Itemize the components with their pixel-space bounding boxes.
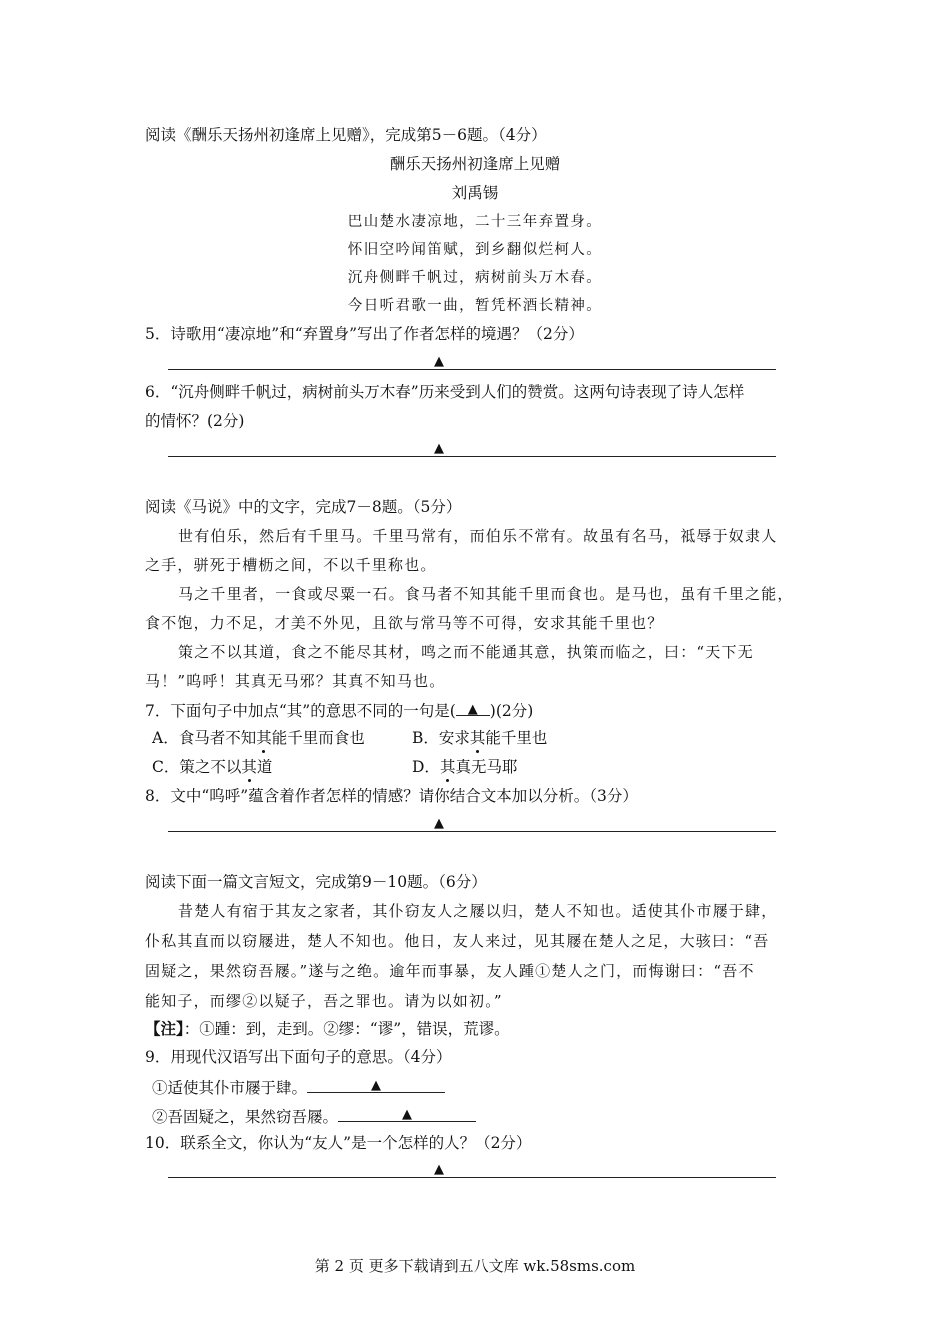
- note-label: 【注】: [145, 1019, 184, 1038]
- passage-text: 昔楚人有宿于其友之家者，其仆窃友人之屦以归，楚人不知也。适使其仆市屦于肆，: [178, 902, 778, 920]
- option-text: 道: [256, 758, 273, 776]
- poem-line: 今日听君歌一曲，暂凭杯酒长精神。: [347, 298, 603, 314]
- option-a[interactable]: [152, 727, 365, 749]
- question-9-item-2: [152, 1104, 476, 1128]
- passage-text: 仆私其直而以窃屦进，楚人不知也。他日，友人来过，见其屦在楚人之足，大骇曰：“吾: [145, 932, 770, 950]
- passage-text: 马！”呜呼！其真无马邪？其真不知马也。: [145, 672, 446, 690]
- option-text: 能千里也: [485, 729, 548, 747]
- passage-text: 之手，骈死于槽枥之间，不以千里称也。: [145, 556, 437, 574]
- option-text: B．安求: [412, 729, 470, 747]
- section3-intro: 阅读下面一篇文言短文，完成第9－10题。（6分）: [145, 873, 487, 891]
- passage-text: 马之千里者，一食或尽粟一石。食马者不知其能千里而食也。是马也，虽有千里之能，: [178, 585, 794, 603]
- answer-marker: ▲: [434, 441, 444, 456]
- section1-intro: 阅读《酬乐天扬州初逢席上见赠》，完成第5－6题。（4分）: [145, 126, 547, 144]
- poem-title: 酬乐天扬州初逢席上见赠: [389, 155, 561, 173]
- answer-blank-q7[interactable]: [456, 699, 490, 716]
- option-b[interactable]: [412, 727, 547, 749]
- answer-line-q5[interactable]: [168, 369, 776, 370]
- poem-line: 沉舟侧畔千帆过，病树前头万木春。: [347, 270, 603, 286]
- passage-text: 固疑之，果然窃吾屦。”遂与之绝。逾年而事暴，友人踵①楚人之门，而悔谢曰：“吾不: [145, 962, 755, 980]
- question-6-line2: 的情怀？(2分): [145, 412, 245, 430]
- section2-intro: 阅读《马说》中的文字，完成7－8题。（5分）: [145, 498, 462, 516]
- poem-line: 怀旧空吟闻笛赋，到乡翻似烂柯人。: [347, 242, 603, 258]
- passage-text: 世有伯乐，然后有千里马。千里马常有，而伯乐不常有。故虽有名马，祗辱于奴隶人: [178, 527, 778, 545]
- question-7-score: )(2分): [489, 702, 534, 720]
- item-text: ①适使其仆市屦于肆。: [152, 1079, 308, 1097]
- passage-text: 能知子，而缪②以疑子，吾之罪也。请为以如初。”: [145, 992, 503, 1010]
- question-9: 9．用现代汉语写出下面句子的意思。（4分）: [145, 1048, 452, 1066]
- note-text: ：①踵：到，走到。②缪：“谬”，错误，荒谬。: [183, 1020, 510, 1038]
- option-text: 能千里而食也: [271, 729, 365, 747]
- question-7: [145, 699, 533, 722]
- item-text: ②吾固疑之，果然窃吾屦。: [152, 1108, 339, 1126]
- annotation-note: [145, 1018, 510, 1040]
- poem-author: 刘禹锡: [451, 184, 499, 202]
- answer-marker: ▲: [402, 1107, 413, 1122]
- option-text: C．策之不以: [152, 758, 242, 776]
- dotted-char: 其: [469, 729, 486, 747]
- answer-line-q10[interactable]: [168, 1177, 776, 1178]
- dotted-char: 其: [256, 729, 272, 747]
- dotted-char: 其: [439, 758, 456, 776]
- option-text: D．: [412, 758, 440, 776]
- question-10: 10．联系全文，你认为“友人”是一个怎样的人？（2分）: [145, 1134, 532, 1152]
- passage-text: 策之不以其道，食之不能尽其材，鸣之而不能通其意，执策而临之，曰：“天下无: [178, 643, 754, 661]
- answer-blank-q9-2[interactable]: [338, 1104, 476, 1122]
- option-text: 真无马耶: [455, 758, 518, 776]
- question-5: 5．诗歌用“凄凉地”和“弃置身”写出了作者怎样的境遇？（2分）: [145, 325, 584, 343]
- page-footer: 第 2 页 更多下载请到五八文库 wk.58sms.com: [314, 1257, 636, 1275]
- question-7-text: 7．下面句子中加点“其”的意思不同的一句是(: [145, 702, 456, 720]
- answer-line-q6[interactable]: [168, 456, 776, 457]
- answer-marker: ▲: [434, 354, 444, 369]
- answer-line-q8[interactable]: [168, 831, 776, 832]
- answer-marker: ▲: [371, 1078, 382, 1093]
- dotted-char: 其: [241, 758, 257, 776]
- option-d[interactable]: [412, 756, 517, 778]
- option-text: A．食马者不知: [152, 729, 257, 747]
- answer-marker: ▲: [434, 1162, 444, 1177]
- question-8: 8．文中“呜呼”蕴含着作者怎样的情感？请你结合文本加以分析。（3分）: [145, 787, 638, 805]
- answer-marker: ▲: [467, 702, 478, 717]
- option-c[interactable]: [152, 756, 272, 778]
- question-6-line1: 6．“沉舟侧畔千帆过，病树前头万木春”历来受到人们的赞赏。这两句诗表现了诗人怎样: [145, 383, 745, 401]
- question-9-item-1: [152, 1075, 445, 1099]
- poem-line: 巴山楚水凄凉地，二十三年弃置身。: [347, 214, 603, 230]
- answer-blank-q9-1[interactable]: [307, 1075, 445, 1093]
- passage-text: 食不饱，力不足，才美不外见，且欲与常马等不可得，安求其能千里也？: [145, 614, 664, 632]
- answer-marker: ▲: [434, 816, 444, 831]
